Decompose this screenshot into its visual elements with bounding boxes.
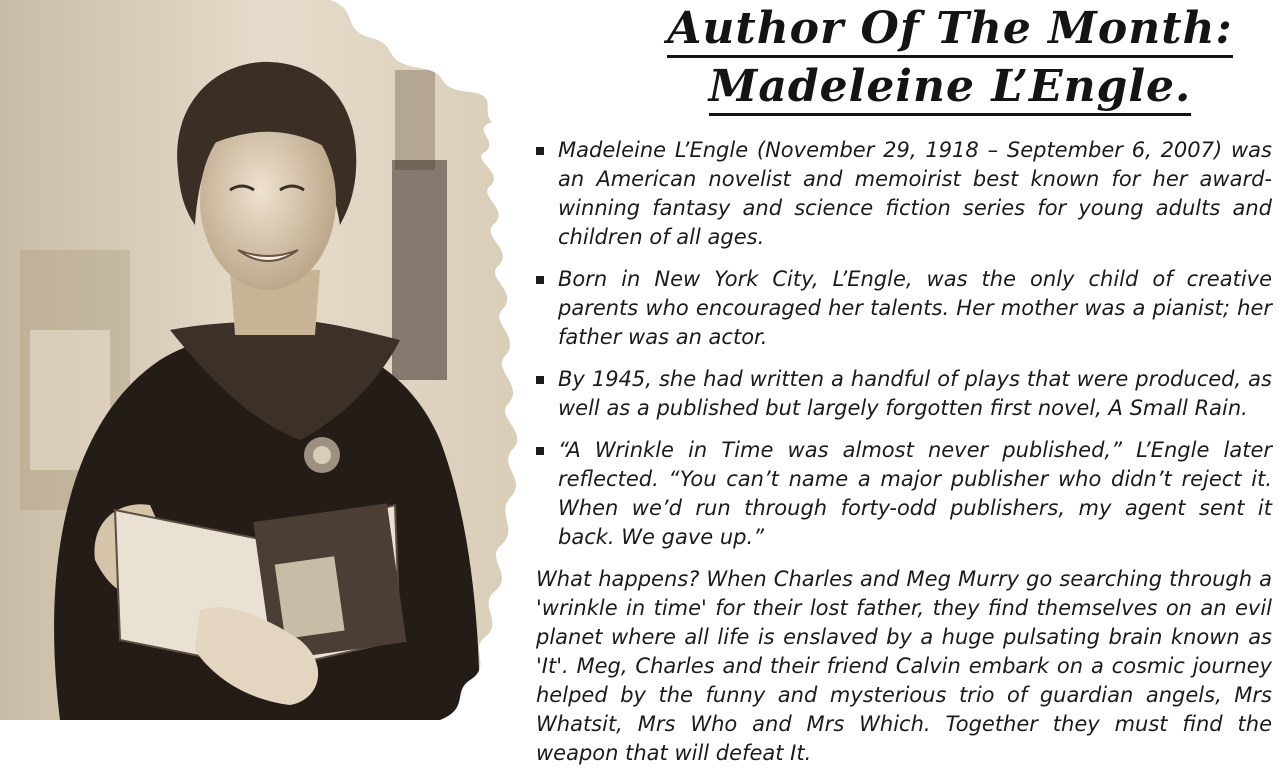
list-item: Madeleine L’Engle (November 29, 1918 – September 6, 2007) was an American novelist and memoirist best known for her award-winning fantasy and science fiction series for young adults and children of all ages.: [536, 136, 1272, 252]
author-photo: [0, 0, 540, 720]
author-photo-image: [0, 0, 540, 720]
title-line-1: Author Of The Month:: [620, 0, 1280, 58]
title-line-2: Madeleine L’Engle.: [620, 58, 1280, 116]
list-item: “A Wrinkle in Time was almost never published,” L’Engle later reflected. “You can’t name a major publisher who didn’t reject it. When we’d run through forty-odd publishers, my agent sent it back. We gave up.”: [536, 436, 1272, 552]
page-title: [620, 0, 1280, 116]
fact-list: [536, 136, 1272, 552]
content-area: [536, 136, 1272, 768]
list-item: Born in New York City, L’Engle, was the only child of creative parents who encouraged her talents. Her mother was a pianist; her father was an actor.: [536, 265, 1272, 352]
book-summary: What happens? When Charles and Meg Murry go searching through a 'wrinkle in time' for their lost father, they find themselves on an evil planet where all life is enslaved by a huge pulsating brain known as 'It'. Meg, Charles and their friend Calvin embark on a cosmic journey helped by the funny and mysterious trio of guardian angels, Mrs Whatsit, Mrs Who and Mrs Which. Together they must find the weapon that will defeat It.: [536, 567, 1272, 765]
list-item: By 1945, she had written a handful of plays that were produced, as well as a published but largely forgotten first novel, A Small Rain.: [536, 365, 1272, 423]
